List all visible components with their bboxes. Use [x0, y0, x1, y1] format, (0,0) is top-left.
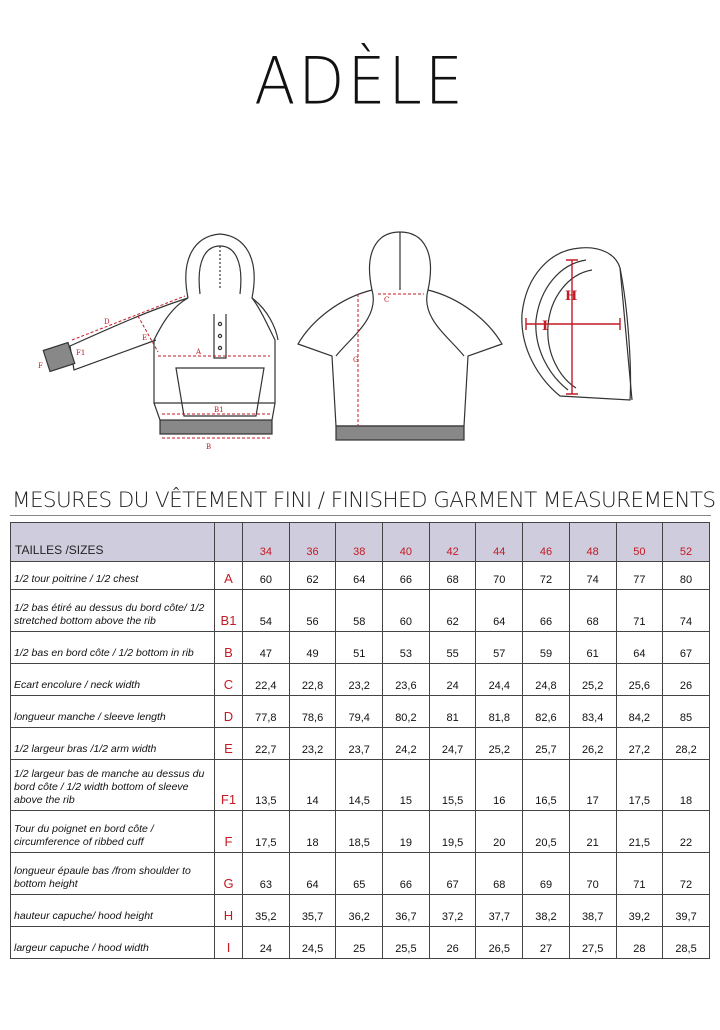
measurement-value: 81,8	[476, 696, 523, 728]
size-header: 42	[429, 523, 476, 562]
label-h-hood: H	[565, 289, 578, 304]
measurement-value: 68	[569, 590, 616, 632]
label-b1-front: B1	[214, 406, 224, 414]
measurement-label: longueur manche / sleeve length	[11, 696, 215, 728]
measurement-value: 25	[336, 927, 383, 959]
table-row	[11, 664, 710, 696]
label-i-hood: I	[542, 319, 549, 334]
measurement-code: D	[215, 696, 243, 728]
measurement-code: F	[215, 811, 243, 853]
size-header: 34	[243, 523, 290, 562]
table-row	[11, 895, 710, 927]
measurements-heading: MESURES DU VÊTEMENT FINI / FINISHED GARMENT MEASUREMENTS	[12, 488, 716, 513]
size-header: 50	[616, 523, 663, 562]
measurement-value: 60	[383, 590, 430, 632]
measurement-value: 22,7	[243, 728, 290, 760]
measurement-value: 18	[289, 811, 336, 853]
measurement-value: 67	[663, 632, 710, 664]
size-header: 46	[523, 523, 570, 562]
measurement-value: 16,5	[523, 760, 570, 811]
measurement-value: 36,2	[336, 895, 383, 927]
table-row	[11, 728, 710, 760]
measurement-value: 70	[476, 562, 523, 590]
measurement-value: 77	[616, 562, 663, 590]
measurement-value: 21	[569, 811, 616, 853]
measurement-value: 17,5	[616, 760, 663, 811]
label-f-front: F	[38, 362, 43, 370]
measurement-value: 84,2	[616, 696, 663, 728]
label-f1-front: F1	[76, 349, 86, 357]
measurement-value: 24,5	[289, 927, 336, 959]
measurement-value: 82,6	[523, 696, 570, 728]
measurement-value: 71	[616, 853, 663, 895]
measurement-value: 64	[616, 632, 663, 664]
measurement-value: 37,7	[476, 895, 523, 927]
measurement-code: I	[215, 927, 243, 959]
label-c-back: C	[384, 296, 390, 304]
measurement-code: G	[215, 853, 243, 895]
table-row	[11, 927, 710, 959]
measurement-value: 68	[476, 853, 523, 895]
back-view-drawing	[298, 232, 502, 440]
measurement-value: 51	[336, 632, 383, 664]
measurement-code: B	[215, 632, 243, 664]
measurement-value: 15,5	[429, 760, 476, 811]
measurement-value: 49	[289, 632, 336, 664]
measurement-code: B1	[215, 590, 243, 632]
table-row	[11, 853, 710, 895]
measurement-value: 81	[429, 696, 476, 728]
table-row	[11, 562, 710, 590]
measurement-value: 26,5	[476, 927, 523, 959]
measurement-label: longueur épaule bas /from shoulder to bottom height	[11, 853, 215, 895]
measurement-value: 66	[383, 562, 430, 590]
label-e-front: E	[142, 334, 148, 342]
measurement-value: 78,6	[289, 696, 336, 728]
measurement-value: 72	[663, 853, 710, 895]
measurement-value: 85	[663, 696, 710, 728]
measurement-value: 65	[336, 853, 383, 895]
table-row	[11, 696, 710, 728]
measurement-value: 21,5	[616, 811, 663, 853]
measurement-value: 71	[616, 590, 663, 632]
measurement-value: 23,7	[336, 728, 383, 760]
measurement-label: largeur capuche / hood width	[11, 927, 215, 959]
measurement-value: 16	[476, 760, 523, 811]
measurement-code: C	[215, 664, 243, 696]
measurement-value: 83,4	[569, 696, 616, 728]
front-view-drawing	[38, 234, 278, 451]
measurement-value: 57	[476, 632, 523, 664]
size-header: 38	[336, 523, 383, 562]
measurement-value: 25,2	[569, 664, 616, 696]
measurement-label: hauteur capuche/ hood height	[11, 895, 215, 927]
table-row	[11, 760, 710, 811]
garment-technical-drawings	[20, 228, 700, 468]
measurements-table	[10, 522, 710, 959]
measurement-value: 67	[429, 853, 476, 895]
measurement-value: 70	[569, 853, 616, 895]
measurement-code: E	[215, 728, 243, 760]
measurement-value: 68	[429, 562, 476, 590]
measurement-value: 37,2	[429, 895, 476, 927]
measurement-value: 23,2	[336, 664, 383, 696]
measurement-value: 61	[569, 632, 616, 664]
measurement-value: 62	[429, 590, 476, 632]
measurement-value: 35,2	[243, 895, 290, 927]
size-header: 40	[383, 523, 430, 562]
measurement-value: 24,8	[523, 664, 570, 696]
measurement-value: 35,7	[289, 895, 336, 927]
measurement-value: 47	[243, 632, 290, 664]
measurement-label: 1/2 tour poitrine / 1/2 chest	[11, 562, 215, 590]
measurement-code: F1	[215, 760, 243, 811]
measurement-value: 22,4	[243, 664, 290, 696]
heading-rule	[10, 515, 711, 516]
measurement-value: 23,6	[383, 664, 430, 696]
measurement-value: 72	[523, 562, 570, 590]
measurement-value: 27	[523, 927, 570, 959]
measurement-value: 39,7	[663, 895, 710, 927]
measurement-code: A	[215, 562, 243, 590]
measurement-value: 19,5	[429, 811, 476, 853]
sizes-header-label: TAILLES /SIZES	[11, 523, 215, 562]
measurement-value: 56	[289, 590, 336, 632]
measurement-value: 26	[429, 927, 476, 959]
measurement-label: 1/2 bas étiré au dessus du bord côte/ 1/2 stretched bottom above the rib	[11, 590, 215, 632]
measurement-code: H	[215, 895, 243, 927]
measurement-value: 79,4	[336, 696, 383, 728]
measurement-value: 27,2	[616, 728, 663, 760]
measurement-value: 19	[383, 811, 430, 853]
size-header: 48	[569, 523, 616, 562]
measurement-value: 69	[523, 853, 570, 895]
measurement-value: 74	[569, 562, 616, 590]
label-d-front: D	[104, 318, 110, 326]
measurement-value: 39,2	[616, 895, 663, 927]
measurement-value: 25,5	[383, 927, 430, 959]
measurement-value: 22,8	[289, 664, 336, 696]
table-row	[11, 590, 710, 632]
measurement-value: 38,7	[569, 895, 616, 927]
measurement-value: 18	[663, 760, 710, 811]
measurement-value: 26	[663, 664, 710, 696]
measurement-value: 66	[383, 853, 430, 895]
measurement-value: 25,2	[476, 728, 523, 760]
measurement-value: 28,2	[663, 728, 710, 760]
measurement-value: 23,2	[289, 728, 336, 760]
table-row	[11, 632, 710, 664]
table-row	[11, 811, 710, 853]
size-header: 52	[663, 523, 710, 562]
measurement-value: 58	[336, 590, 383, 632]
measurement-value: 13,5	[243, 760, 290, 811]
measurement-value: 36,7	[383, 895, 430, 927]
code-header-cell	[215, 523, 243, 562]
measurement-value: 64	[476, 590, 523, 632]
measurement-value: 66	[523, 590, 570, 632]
measurement-value: 24,7	[429, 728, 476, 760]
measurement-value: 17	[569, 760, 616, 811]
measurement-value: 15	[383, 760, 430, 811]
measurement-value: 38,2	[523, 895, 570, 927]
measurement-value: 64	[289, 853, 336, 895]
measurement-value: 20,5	[523, 811, 570, 853]
measurement-value: 17,5	[243, 811, 290, 853]
measurement-value: 54	[243, 590, 290, 632]
label-a-front: A	[196, 348, 202, 356]
label-b-front: B	[206, 443, 212, 451]
measurement-value: 80	[663, 562, 710, 590]
brand-title: ADÈLE	[254, 44, 466, 120]
measurement-value: 60	[243, 562, 290, 590]
measurement-value: 24,4	[476, 664, 523, 696]
measurement-value: 53	[383, 632, 430, 664]
table-header-row	[11, 523, 710, 562]
measurement-value: 28	[616, 927, 663, 959]
measurement-value: 26,2	[569, 728, 616, 760]
hood-side-drawing	[522, 248, 632, 400]
measurement-value: 80,2	[383, 696, 430, 728]
measurement-value: 24	[429, 664, 476, 696]
measurement-value: 27,5	[569, 927, 616, 959]
measurement-value: 14,5	[336, 760, 383, 811]
measurement-value: 25,6	[616, 664, 663, 696]
measurement-value: 20	[476, 811, 523, 853]
measurement-value: 64	[336, 562, 383, 590]
size-header: 36	[289, 523, 336, 562]
measurement-value: 24	[243, 927, 290, 959]
measurement-value: 14	[289, 760, 336, 811]
measurement-value: 74	[663, 590, 710, 632]
measurement-value: 22	[663, 811, 710, 853]
measurement-value: 77,8	[243, 696, 290, 728]
measurement-value: 25,7	[523, 728, 570, 760]
measurement-label: 1/2 largeur bras /1/2 arm width	[11, 728, 215, 760]
measurement-label: Ecart encolure / neck width	[11, 664, 215, 696]
measurement-value: 24,2	[383, 728, 430, 760]
measurement-value: 55	[429, 632, 476, 664]
measurement-value: 18,5	[336, 811, 383, 853]
measurement-value: 28,5	[663, 927, 710, 959]
measurement-label: Tour du poignet en bord côte / circumference of ribbed cuff	[11, 811, 215, 853]
measurement-label: 1/2 bas en bord côte / 1/2 bottom in rib	[11, 632, 215, 664]
measurement-value: 59	[523, 632, 570, 664]
size-header: 44	[476, 523, 523, 562]
measurement-label: 1/2 largeur bas de manche au dessus du bord côte / 1/2 width bottom of sleeve above the rib	[11, 760, 215, 811]
measurement-value: 63	[243, 853, 290, 895]
label-g-back: G	[353, 356, 359, 364]
measurement-value: 62	[289, 562, 336, 590]
